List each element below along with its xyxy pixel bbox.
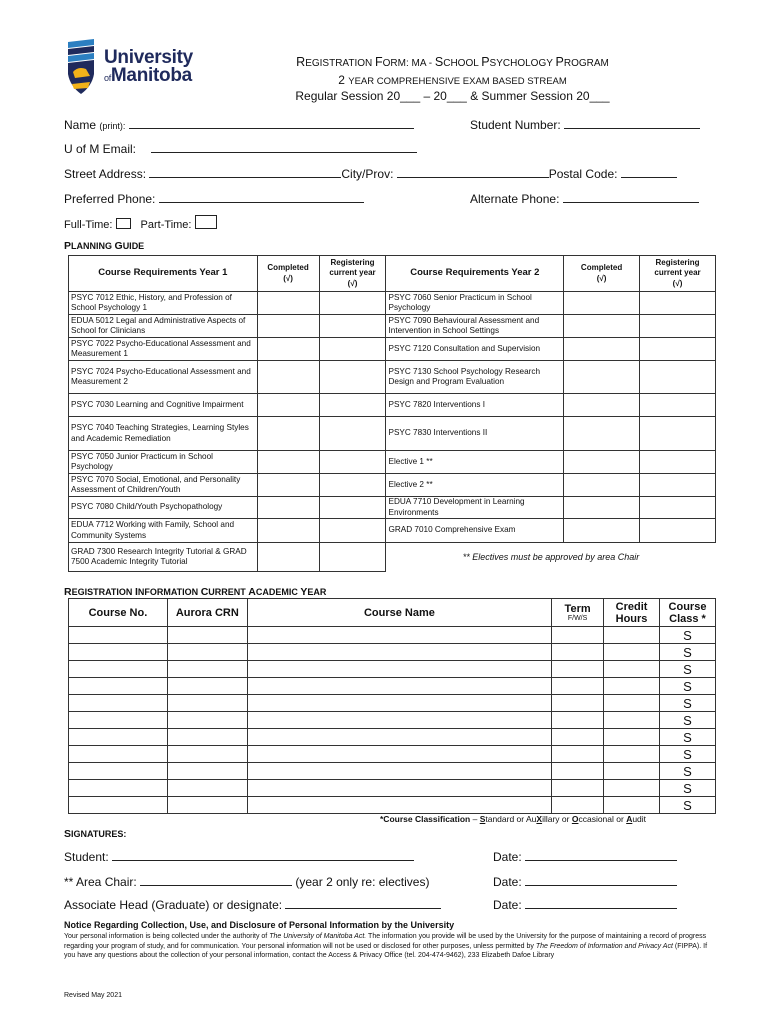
- course-no-header: Course No.: [69, 599, 168, 627]
- registering-header-1: Registering current year (√): [319, 256, 386, 292]
- name-field[interactable]: Name (print):: [64, 117, 414, 132]
- checkbox-cell[interactable]: [319, 543, 386, 572]
- full-time-checkbox[interactable]: [116, 218, 131, 229]
- aurora-crn-header: Aurora CRN: [167, 599, 247, 627]
- course-no-cell[interactable]: [69, 729, 168, 746]
- area-chair-signature-field[interactable]: ** Area Chair: (year 2 only re: electives): [64, 875, 430, 889]
- course-class-cell[interactable]: S: [660, 729, 716, 746]
- course-class-cell[interactable]: S: [660, 746, 716, 763]
- checkbox-cell[interactable]: [564, 338, 640, 361]
- university-logo-text: University ofManitoba: [104, 47, 193, 86]
- aurora-crn-cell[interactable]: [167, 678, 247, 695]
- course-no-cell[interactable]: [69, 661, 168, 678]
- session-line: Regular Session 20___ – 20___ & Summer Session 20___: [295, 89, 610, 103]
- registration-table: [68, 598, 716, 814]
- checkbox-cell[interactable]: [319, 292, 386, 315]
- credit-hours-cell[interactable]: [604, 695, 660, 712]
- year2-header: Course Requirements Year 2: [386, 256, 564, 292]
- registration-row: [69, 780, 716, 797]
- checkbox-cell[interactable]: [257, 497, 319, 519]
- term-cell[interactable]: [552, 797, 604, 814]
- checkbox-cell[interactable]: [640, 394, 716, 417]
- revision-date: Revised May 2021: [64, 992, 122, 999]
- checkbox-cell[interactable]: [640, 474, 716, 497]
- credit-hours-cell[interactable]: [604, 627, 660, 644]
- credit-hours-cell[interactable]: [604, 644, 660, 661]
- planning-guide-table: [68, 255, 716, 572]
- credit-hours-cell[interactable]: [604, 678, 660, 695]
- part-time-checkbox[interactable]: [195, 215, 217, 229]
- year2-course: PSYC 7130 School Psychology Research Design and Program Evaluation: [386, 361, 564, 394]
- email-field[interactable]: U of M Email:: [64, 141, 417, 156]
- term-cell[interactable]: [552, 695, 604, 712]
- registration-row: [69, 644, 716, 661]
- checkbox-cell[interactable]: [257, 474, 319, 497]
- registration-row: [69, 797, 716, 814]
- year1-course: PSYC 7050 Junior Practicum in School Psychology: [69, 451, 258, 474]
- course-name-header: Course Name: [247, 599, 551, 627]
- checkbox-cell[interactable]: [319, 394, 386, 417]
- course-name-cell[interactable]: [247, 797, 551, 814]
- checkbox-cell[interactable]: [564, 361, 640, 394]
- year1-course: PSYC 7030 Learning and Cognitive Impairment: [69, 394, 258, 417]
- checkbox-cell[interactable]: [319, 361, 386, 394]
- registration-info-heading: REGISTRATION INFORMATION CURRENT ACADEMIC YEAR: [64, 586, 327, 598]
- checkbox-cell[interactable]: [257, 519, 319, 543]
- preferred-phone-field[interactable]: Preferred Phone:: [64, 191, 364, 206]
- checkbox-cell[interactable]: [257, 315, 319, 338]
- course-class-cell[interactable]: S: [660, 797, 716, 814]
- year1-course: GRAD 7300 Research Integrity Tutorial & GRAD 7500 Academic Integrity Tutorial: [69, 543, 258, 572]
- year2-course: GRAD 7010 Comprehensive Exam: [386, 519, 564, 543]
- registration-row: [69, 746, 716, 763]
- year1-course: PSYC 7024 Psycho-Educational Assessment and Measurement 2: [69, 361, 258, 394]
- course-name-cell[interactable]: [247, 678, 551, 695]
- planning-guide-heading: PLANNING GUIDE: [64, 240, 145, 252]
- course-classification-note: *Course Classification – Standard or AuXillary or Occasional or Audit: [380, 814, 647, 824]
- registration-row: [69, 678, 716, 695]
- course-no-cell[interactable]: [69, 678, 168, 695]
- course-class-cell[interactable]: S: [660, 661, 716, 678]
- area-chair-date-field[interactable]: Date:: [493, 874, 677, 889]
- alternate-phone-field[interactable]: Alternate Phone:: [470, 191, 699, 206]
- year1-course: EDUA 7712 Working with Family, School and Community Systems: [69, 519, 258, 543]
- term-cell[interactable]: [552, 780, 604, 797]
- term-cell[interactable]: [552, 678, 604, 695]
- checkbox-cell[interactable]: [640, 451, 716, 474]
- checkbox-cell[interactable]: [564, 474, 640, 497]
- checkbox-cell[interactable]: [564, 394, 640, 417]
- term-cell[interactable]: [552, 729, 604, 746]
- student-number-field[interactable]: Student Number:: [470, 117, 700, 132]
- checkbox-cell[interactable]: [640, 519, 716, 543]
- credit-hours-cell[interactable]: [604, 712, 660, 729]
- registration-row: [69, 627, 716, 644]
- course-name-cell[interactable]: [247, 746, 551, 763]
- year1-course: PSYC 7012 Ethic, History, and Profession of School Psychology 1: [69, 292, 258, 315]
- registering-header-2: Registering current year (√): [640, 256, 716, 292]
- course-class-cell[interactable]: S: [660, 763, 716, 780]
- course-class-cell[interactable]: S: [660, 695, 716, 712]
- associate-head-signature-field[interactable]: Associate Head (Graduate) or designate:: [64, 897, 441, 912]
- year1-course: PSYC 7040 Teaching Strategies, Learning Styles and Academic Remediation: [69, 417, 258, 451]
- course-name-cell[interactable]: [247, 695, 551, 712]
- course-name-cell[interactable]: [247, 627, 551, 644]
- checkbox-cell[interactable]: [319, 315, 386, 338]
- checkbox-cell[interactable]: [319, 417, 386, 451]
- course-class-cell[interactable]: S: [660, 712, 716, 729]
- registration-row: [69, 712, 716, 729]
- credit-hours-cell[interactable]: [604, 746, 660, 763]
- checkbox-cell[interactable]: [257, 338, 319, 361]
- course-no-cell[interactable]: [69, 780, 168, 797]
- course-name-cell[interactable]: [247, 780, 551, 797]
- aurora-crn-cell[interactable]: [167, 627, 247, 644]
- checkbox-cell[interactable]: [564, 451, 640, 474]
- checkbox-cell[interactable]: [564, 497, 640, 519]
- course-name-cell[interactable]: [247, 729, 551, 746]
- term-cell[interactable]: [552, 644, 604, 661]
- registration-row: [69, 695, 716, 712]
- year1-header: Course Requirements Year 1: [69, 256, 258, 292]
- electives-note: ** Electives must be approved by area Chair: [462, 552, 640, 562]
- course-name-cell[interactable]: [247, 712, 551, 729]
- term-cell[interactable]: [552, 712, 604, 729]
- address-field[interactable]: Street Address: City/Prov: Postal Code:: [64, 166, 677, 181]
- checkbox-cell[interactable]: [257, 543, 319, 572]
- checkbox-cell[interactable]: [564, 519, 640, 543]
- term-cell[interactable]: [552, 746, 604, 763]
- signatures-heading: SIGNATURES:: [64, 828, 127, 840]
- aurora-crn-cell[interactable]: [167, 729, 247, 746]
- checkbox-cell[interactable]: [319, 497, 386, 519]
- course-class-cell[interactable]: S: [660, 678, 716, 695]
- credit-hours-header: Credit Hours: [604, 599, 660, 627]
- course-no-cell[interactable]: [69, 644, 168, 661]
- checkbox-cell[interactable]: [640, 292, 716, 315]
- completed-header-1: Completed (√): [257, 256, 319, 292]
- registration-row: [69, 763, 716, 780]
- course-name-cell[interactable]: [247, 763, 551, 780]
- checkbox-cell[interactable]: [257, 451, 319, 474]
- checkbox-cell[interactable]: [640, 315, 716, 338]
- year1-course: EDUA 5012 Legal and Administrative Aspects of School for Clinicians: [69, 315, 258, 338]
- course-no-cell[interactable]: [69, 695, 168, 712]
- aurora-crn-cell[interactable]: [167, 797, 247, 814]
- checkbox-cell[interactable]: [257, 394, 319, 417]
- checkbox-cell[interactable]: [640, 497, 716, 519]
- privacy-notice-text: Your personal information is being collected under the authority of The University of Manitoba Act. The information you provide will be used by the University for the purpose of maintaining a record of progress regarding your program of study, and for communication. Your personal information will not be used or disclosed for other purposes, unless permitted by The Freedom of Information and Privacy Act (FIPPA). If you have any questions about the collection of your personal information, contact the Access & Privacy Office (tel. 204-474-9462), 233 Elizabeth Dafoe Library: [64, 933, 708, 959]
- course-no-cell[interactable]: [69, 797, 168, 814]
- year2-course: PSYC 7830 Interventions II: [386, 417, 564, 451]
- course-no-cell[interactable]: [69, 746, 168, 763]
- checkbox-cell[interactable]: [564, 292, 640, 315]
- year2-course: EDUA 7710 Development in Learning Environments: [386, 497, 564, 519]
- course-class-cell[interactable]: S: [660, 644, 716, 661]
- credit-hours-cell[interactable]: [604, 729, 660, 746]
- checkbox-cell[interactable]: [640, 361, 716, 394]
- aurora-crn-cell[interactable]: [167, 780, 247, 797]
- form-title: REGISTRATION FORM: MA - SCHOOL PSYCHOLOGY PROGRAM: [296, 55, 609, 69]
- aurora-crn-cell[interactable]: [167, 695, 247, 712]
- privacy-notice-heading: Notice Regarding Collection, Use, and Disclosure of Personal Information by the University: [64, 920, 455, 930]
- aurora-crn-cell[interactable]: [167, 746, 247, 763]
- checkbox-cell[interactable]: [319, 474, 386, 497]
- term-cell[interactable]: [552, 763, 604, 780]
- enrollment-status: Full-Time: Part-Time:: [64, 215, 217, 231]
- term-cell[interactable]: [552, 661, 604, 678]
- course-name-cell[interactable]: [247, 644, 551, 661]
- checkbox-cell[interactable]: [257, 292, 319, 315]
- checkbox-cell[interactable]: [640, 417, 716, 451]
- checkbox-cell[interactable]: [257, 361, 319, 394]
- term-cell[interactable]: [552, 627, 604, 644]
- year2-course: PSYC 7060 Senior Practicum in School Psychology: [386, 292, 564, 315]
- checkbox-cell[interactable]: [564, 417, 640, 451]
- year1-course: PSYC 7022 Psycho-Educational Assessment and Measurement 1: [69, 338, 258, 361]
- checkbox-cell[interactable]: [319, 451, 386, 474]
- year2-course: PSYC 7820 Interventions I: [386, 394, 564, 417]
- credit-hours-cell[interactable]: [604, 780, 660, 797]
- aurora-crn-cell[interactable]: [167, 712, 247, 729]
- credit-hours-cell[interactable]: [604, 763, 660, 780]
- checkbox-cell[interactable]: [257, 417, 319, 451]
- year1-course: PSYC 7080 Child/Youth Psychopathology: [69, 497, 258, 519]
- checkbox-cell[interactable]: [640, 338, 716, 361]
- associate-head-date-field[interactable]: Date:: [493, 897, 677, 912]
- registration-row: [69, 729, 716, 746]
- course-class-header: Course Class *: [660, 599, 716, 627]
- aurora-crn-cell[interactable]: [167, 661, 247, 678]
- course-no-cell[interactable]: [69, 627, 168, 644]
- year2-course: PSYC 7090 Behavioural Assessment and Intervention in School Settings: [386, 315, 564, 338]
- course-class-cell[interactable]: S: [660, 627, 716, 644]
- year2-course: PSYC 7120 Consultation and Supervision: [386, 338, 564, 361]
- year1-course: PSYC 7070 Social, Emotional, and Personality Assessment of Children/Youth: [69, 474, 258, 497]
- credit-hours-cell[interactable]: [604, 661, 660, 678]
- year2-course: Elective 1 **: [386, 451, 564, 474]
- aurora-crn-cell[interactable]: [167, 763, 247, 780]
- checkbox-cell[interactable]: [319, 519, 386, 543]
- registration-row: [69, 661, 716, 678]
- course-no-cell[interactable]: [69, 712, 168, 729]
- year2-course: Elective 2 **: [386, 474, 564, 497]
- course-class-cell[interactable]: S: [660, 780, 716, 797]
- student-date-field[interactable]: Date:: [493, 849, 677, 864]
- course-name-cell[interactable]: [247, 661, 551, 678]
- credit-hours-cell[interactable]: [604, 797, 660, 814]
- course-no-cell[interactable]: [69, 763, 168, 780]
- student-signature-field[interactable]: Student:: [64, 849, 414, 864]
- completed-header-2: Completed (√): [564, 256, 640, 292]
- form-subtitle: 2 YEAR COMPREHENSIVE EXAM BASED STREAM: [338, 73, 567, 87]
- term-header: Term F/W/S: [552, 599, 604, 627]
- checkbox-cell[interactable]: [319, 338, 386, 361]
- aurora-crn-cell[interactable]: [167, 644, 247, 661]
- checkbox-cell[interactable]: [564, 315, 640, 338]
